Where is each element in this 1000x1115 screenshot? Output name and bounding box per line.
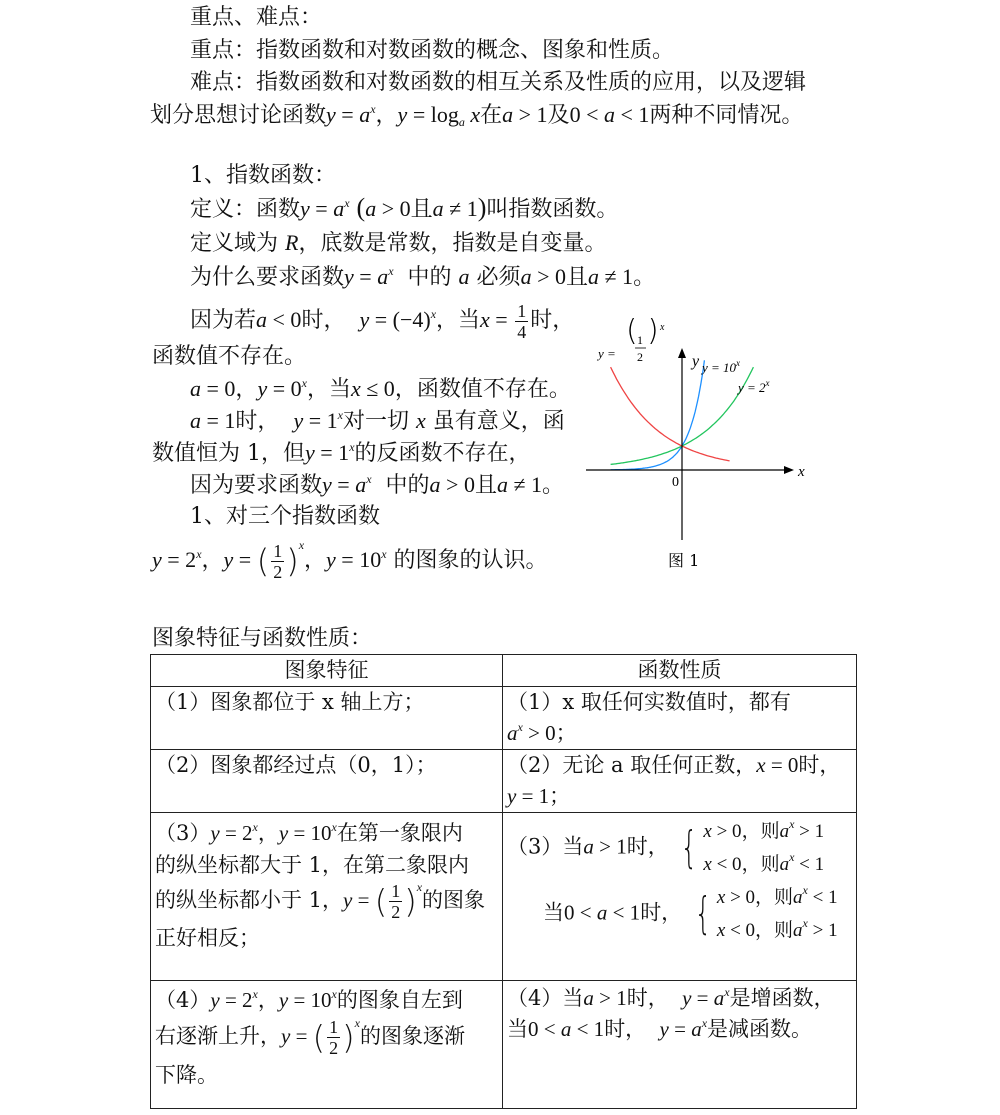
exp-definition: 定义：函数$y = a^x$ (a > 0且a ≠ 1)叫指数函数。 [190, 193, 619, 222]
curve-label-2x: $y = 2^x$ [738, 378, 770, 395]
exp-nonexist: 函数值不存在。 [152, 344, 307, 369]
header-function-properties: 函数性质 [503, 655, 857, 687]
row2-left: （2）图象都经过点（0，1）； [151, 750, 503, 813]
origin-label: 0 [672, 475, 679, 490]
exp-a1: a = 1时， $y = 1^x$对一切 x 虽有意义，函 [190, 408, 565, 434]
curve-label-half-x: y = [598, 346, 616, 361]
row1-right: （1）x 取任何实数值时，都有 $a^x > 0$； [503, 687, 857, 750]
section-heading: 重点、难点： [190, 5, 323, 30]
difficult-points-line1: 难点：指数函数和对数函数的相互关系及性质的应用，以及逻辑 [190, 70, 807, 95]
exp-why: 为什么要求函数$y = a^x$ 中的 a 必须a > 0且a ≠ 1。 [190, 264, 656, 290]
table-row [151, 981, 857, 1109]
difficult-points-line2: 划分思想讨论函数$y = a^x$，$y = \log_a x$在a > 1及0 < a < 1两种不同情况。 [150, 102, 804, 129]
half-exp: x [660, 322, 665, 333]
curve-label-10x: $y = 10^x$ [702, 358, 741, 375]
row4-right: （4）当a > 1时， $y = a^x$是增函数， 当0 < a < 1时， $y = a^x$是减函数。 [503, 981, 857, 1109]
x-axis-arrow-icon [784, 466, 794, 474]
row4-left: $(4)y = 2^x$，$y = 10^x$的图象自左到 右逐渐上升，y = ( $\frac{1}{2}$ )$^x$的图象逐渐 下降。 [151, 981, 503, 1109]
exp-section-title: 1、指数函数： [190, 163, 336, 188]
table-row [151, 813, 857, 981]
exp-a0: a = 0，$y = 0^x$，当x ≤ 0，函数值不存在。 [190, 376, 571, 402]
table-row [151, 687, 857, 750]
curve-10x [611, 360, 705, 470]
table-row [151, 750, 857, 813]
x-axis-label: x [798, 464, 805, 480]
half-paren-right: ) [647, 318, 659, 348]
row3-right: （3）当a > 1时， { x > 0，则$a^x > 1$ x < 0，则$a^x < 1$ 当0 < a < 1时， { x > 0，则$a^x < 1$ x < 0，则$a^x > 1$ [503, 813, 857, 981]
exp-because: 因为若a < 0时， $y = (-4)^x$，当x = $\frac{1}{4}$ 时， [190, 300, 575, 342]
key-points: 重点：指数函数和对数函数的概念、图象和性质。 [190, 38, 675, 63]
exp-a1-line2: 数值恒为 1，但$y = 1^x$的反函数不存在， [152, 440, 531, 466]
properties-table [150, 654, 857, 1109]
three-exp-title: 1、对三个指数函数 [190, 504, 380, 529]
figure-caption: 图 1 [668, 551, 700, 570]
half-num: 1 [637, 333, 643, 347]
row3-left: $(3)y = 2^x$，$y = 10^x$在第一象限内 的纵坐标都大于 1，在第二象限内 的纵坐标都小于 1，y = ( $\frac{1}{2}$ )$^x$的图象 正好相反； [151, 813, 503, 981]
exp-domain: 定义域为 R，底数是常数，指数是自变量。 [190, 230, 607, 256]
y-axis-arrow-icon [678, 348, 686, 358]
y-axis-label: y [692, 353, 700, 370]
half-paren-left: ( [626, 318, 638, 348]
exponential-graph-figure [580, 318, 810, 578]
row2-right: （2）无论 a 取任何正数，x = 0时， y = 1； [503, 750, 857, 813]
header-graph-features: 图象特征 [151, 655, 503, 687]
exp-require: 因为要求函数$y = a^x$ 中的a > 0且a ≠ 1。 [190, 472, 565, 498]
half-den: 2 [637, 350, 643, 364]
table-intro: 图象特征与函数性质： [152, 626, 373, 651]
row1-left: （1）图象都位于 x 轴上方； [151, 687, 503, 750]
table-header-row [151, 655, 857, 687]
curve-half-x [611, 367, 730, 461]
three-exp-functions: $y = 2^x$，y = ( $\frac{1}{2}$ )$^x$，$y = 10^x$ 的图象的认识。 [152, 538, 548, 582]
